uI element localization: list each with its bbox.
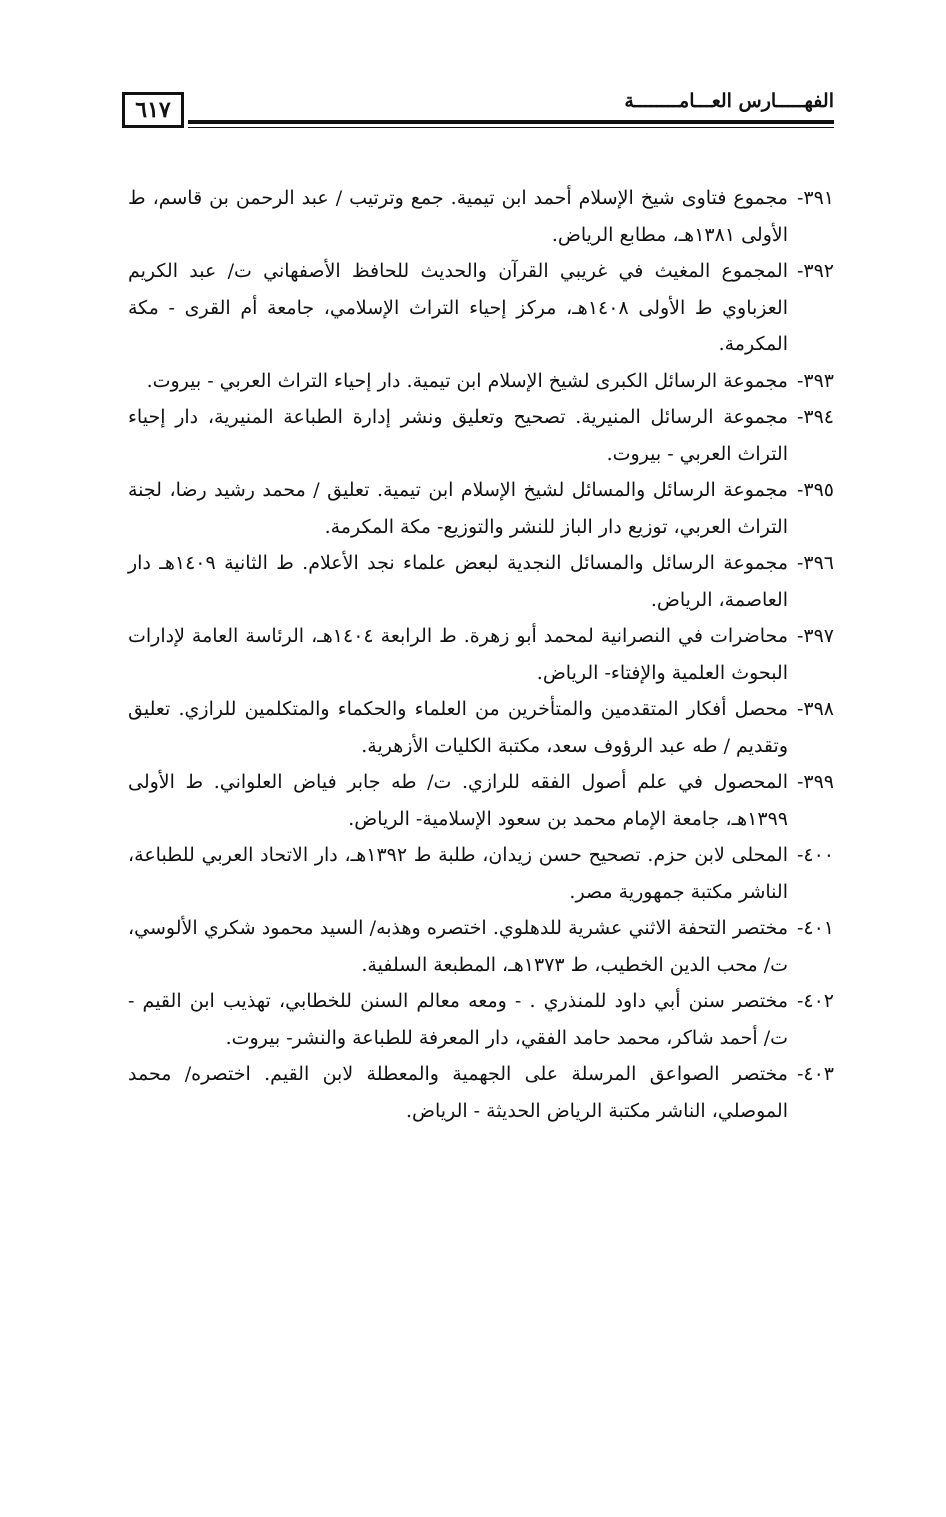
bibliography-entry — [128, 363, 834, 400]
entry-number: ٤٠١- — [796, 917, 834, 939]
entry-number: ٣٩٢- — [796, 260, 834, 282]
bibliography-entry — [128, 983, 834, 1056]
entry-text: المحلى لابن حزم. تصحيح حسن زيدان، طلبة ط ١٣٩٢هـ، دار الاتحاد العربي للطباعة، الناشر مكتبة جمهورية مصر. — [128, 844, 788, 903]
bibliography-entry — [128, 399, 834, 472]
entry-text: المحصول في علم أصول الفقه للرازي. ت/ طه جابر فياض العلواني. ط الأولى ١٣٩٩هـ، جامعة الإمام محمد بن سعود الإسلامية- الرياض. — [128, 771, 788, 830]
entry-text: مختصر التحفة الاثني عشرية للدهلوي. اختصره وهذبه/ السيد محمود شكري الألوسي، ت/ محب الدين الخطيب، ط ١٣٧٣هـ، المطبعة السلفية. — [128, 917, 788, 976]
entry-number: ٤٠٢- — [796, 990, 834, 1012]
bibliography-entry — [128, 691, 834, 764]
bibliography-entry — [128, 472, 834, 545]
page-header — [122, 88, 834, 136]
entry-number: ٣٩٩- — [796, 771, 834, 793]
entry-text: مختصر الصواعق المرسلة على الجهمية والمعطلة لابن القيم. اختصره/ محمد الموصلي، الناشر مكتبة الرياض الحديثة - الرياض. — [128, 1063, 788, 1122]
entry-number: ٣٩١- — [796, 187, 834, 209]
header-rule — [188, 120, 834, 124]
bibliography-entry — [128, 910, 834, 983]
running-title: الفهـــــارس العـــامــــــــة — [624, 90, 834, 112]
entry-text: مجموعة الرسائل المنيرية. تصحيح وتعليق ونشر إدارة الطباعة المنيرية، دار إحياء التراث العربي - بيروت. — [128, 406, 788, 465]
entry-number: ٣٩٤- — [796, 406, 834, 428]
bibliography-entry — [128, 764, 834, 837]
bibliography-entry — [128, 618, 834, 691]
bibliography-entry — [128, 253, 834, 363]
bibliography-entry — [128, 545, 834, 618]
bibliography-entry — [128, 180, 834, 253]
entry-number: ٣٩٥- — [796, 479, 834, 501]
entry-number: ٤٠٠- — [796, 844, 834, 866]
entry-text: مجموعة الرسائل والمسائل النجدية لبعض علماء نجد الأعلام. ط الثانية ١٤٠٩هـ دار العاصمة، الرياض. — [128, 552, 788, 611]
entry-text: المجموع المغيث في غريبي القرآن والحديث للحافظ الأصفهاني ت/ عبد الكريم العزباوي ط الأولى ١٤٠٨هـ، مركز إحياء التراث الإسلامي، جامعة أم القرى - مكة المكرمة. — [128, 260, 788, 355]
entry-text: مختصر سنن أبي داود للمنذري . - ومعه معالم السنن للخطابي، تهذيب ابن القيم - ت/ أحمد شاكر، محمد حامد الفقي، دار المعرفة للطباعة والنشر- بيروت. — [128, 990, 788, 1049]
bibliography-list — [128, 180, 834, 1129]
page-number: ٦١٧ — [122, 92, 184, 128]
entry-text: محاضرات في النصرانية لمحمد أبو زهرة. ط الرابعة ١٤٠٤هـ، الرئاسة العامة لإدارات البحوث العلمية والإفتاء- الرياض. — [128, 625, 788, 684]
entry-text: مجموع فتاوى شيخ الإسلام أحمد ابن تيمية. جمع وترتيب / عبد الرحمن بن قاسم، ط الأولى ١٣٨١هـ، مطابع الرياض. — [128, 187, 788, 246]
header-rule-thin — [188, 127, 834, 128]
entry-number: ٣٩٣- — [796, 369, 834, 392]
entry-number: ٣٩٧- — [796, 625, 834, 647]
entry-text: محصل أفكار المتقدمين والمتأخرين من العلماء والحكماء والمتكلمين للرازي. تعليق وتقديم / طه عبد الرؤوف سعد، مكتبة الكليات الأزهرية. — [128, 698, 788, 757]
entry-number: ٣٩٨- — [796, 698, 834, 720]
entry-number: ٣٩٦- — [796, 552, 834, 574]
entry-text: مجموعة الرسائل والمسائل لشيخ الإسلام ابن تيمية. تعليق / محمد رشيد رضا، لجنة التراث العربي، توزيع دار الباز للنشر والتوزيع- مكة المكرمة. — [128, 479, 788, 538]
entry-text: مجموعة الرسائل الكبرى لشيخ الإسلام ابن تيمية. دار إحياء التراث العربي - بيروت. — [146, 369, 788, 392]
entry-number: ٤٠٣- — [796, 1063, 834, 1085]
bibliography-entry — [128, 837, 834, 910]
bibliography-entry — [128, 1056, 834, 1129]
